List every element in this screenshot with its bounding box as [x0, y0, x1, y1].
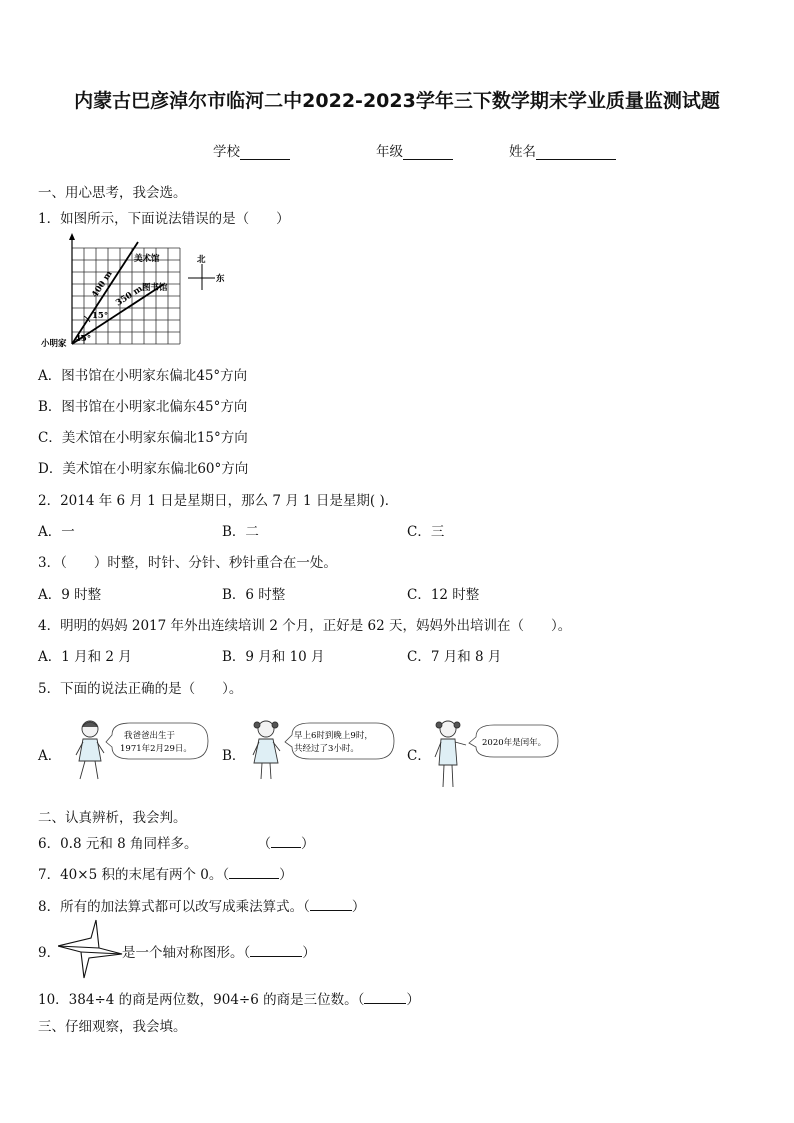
q9-answer-blank[interactable] [250, 944, 302, 957]
school-field [213, 140, 290, 160]
q3-option-a[interactable]: A．9 时整 [38, 587, 102, 603]
q7-paren-open: （ [222, 867, 230, 883]
home-label: 小明家 [41, 339, 67, 349]
q1-option-c[interactable]: C．美术馆在小明家东偏北15°方向 [38, 430, 248, 446]
q7-paren-close: ） [279, 867, 293, 883]
school-label: 学校 [213, 144, 240, 160]
q9-paren-close: ） [302, 945, 316, 961]
q8-paren-open: （ [303, 899, 310, 915]
q6-paren-open: （ [257, 836, 272, 852]
angle-45-label: 45° [75, 334, 92, 344]
q2-option-b[interactable]: B．二 [222, 524, 259, 540]
q1-option-a[interactable]: A．图书馆在小明家东偏北45°方向 [38, 368, 248, 384]
q10-answer-blank[interactable] [364, 991, 406, 1004]
question-5: 5．下面的说法正确的是（ ）。 [38, 681, 243, 697]
q9-pinwheel-figure [58, 918, 124, 980]
q8-answer-blank[interactable] [310, 898, 352, 911]
q5-b-bubble-line-2: 共经过了3小时。 [294, 744, 359, 754]
q10-text: 10．384÷4 的商是两位数，904÷6 的商是三位数。 [38, 992, 358, 1008]
section-3-heading: 三、仔细观察，我会填。 [38, 1019, 187, 1035]
q3-option-c[interactable]: C．12 时整 [407, 587, 480, 603]
question-2: 2．2014 年 6 月 1 日是星期日，那么 7 月 1 日是星期( )． [38, 493, 399, 509]
q4-option-c[interactable]: C．7 月和 8 月 [407, 649, 502, 665]
question-8 [38, 895, 365, 915]
q5-option-c-label[interactable]: C． [407, 748, 431, 764]
grade-field [376, 140, 453, 160]
compass-icon [188, 264, 215, 290]
question-10 [38, 988, 420, 1008]
q4-option-b[interactable]: B．9 月和 10 月 [222, 649, 325, 665]
question-4: 4．明明的妈妈 2017 年外出连续培训 2 个月，正好是 62 天，妈妈外出培训在（ ）。 [38, 618, 572, 634]
page-title: 内蒙古巴彦淖尔市临河二中2022-2023学年三下数学期末学业质量监测试题 [74, 90, 720, 112]
q5-a-bubble-line-1: 我爸爸出生于 [124, 731, 176, 741]
q6-text: 6．0.8 元和 8 角同样多。 [38, 836, 198, 852]
question-9 [122, 941, 316, 961]
q6-paren-close: ） [301, 836, 315, 852]
q5-a-bubble-line-2: 1971年2月29日。 [120, 744, 192, 754]
q5-option-b-illustration[interactable] [248, 715, 398, 787]
girl-icon [253, 721, 280, 779]
question-1: 1．如图所示，下面说法错误的是（ ） [38, 211, 290, 227]
angle-15-label: 15° [92, 311, 109, 321]
name-label: 姓名 [509, 144, 536, 160]
east-label: 东 [216, 274, 225, 284]
q4-option-a[interactable]: A．1 月和 2 月 [38, 649, 132, 665]
q2-option-a[interactable]: A．一 [38, 524, 75, 540]
q9-label: 9． [38, 945, 61, 961]
q7-answer-blank[interactable] [229, 866, 279, 879]
q5-option-b-label[interactable]: B． [222, 748, 246, 764]
q5-option-a-illustration[interactable] [72, 715, 212, 787]
school-blank[interactable] [240, 145, 290, 160]
girl-icon [76, 721, 104, 779]
q1-option-b[interactable]: B．图书馆在小明家北偏东45°方向 [38, 399, 248, 415]
q5-c-bubble-line-1: 2020年是闰年。 [482, 738, 547, 748]
q10-paren-close: ） [406, 992, 420, 1008]
q3-option-b[interactable]: B．6 时整 [222, 587, 286, 603]
section-2-heading: 二、认真辨析，我会判。 [38, 810, 187, 826]
q2-option-c[interactable]: C．三 [407, 524, 445, 540]
girl-icon [435, 721, 466, 787]
name-blank[interactable] [536, 145, 616, 160]
name-field [509, 140, 616, 160]
art-museum-label: 美术馆 [134, 254, 160, 264]
q8-text: 8．所有的加法算式都可以改写成乘法算式。 [38, 899, 304, 915]
dist-lib-label: 350 m [114, 283, 145, 309]
library-label: 图书馆 [142, 283, 168, 293]
q9-text: 是一个轴对称图形。 [122, 945, 244, 961]
q8-paren-close: ） [351, 899, 366, 915]
question-3: 3．（ ）时整，时针、分针、秒针重合在一处。 [38, 555, 337, 571]
grade-blank[interactable] [403, 145, 453, 160]
section-1-heading: 一、用心思考，我会选。 [38, 185, 187, 201]
q10-paren-open: （ [357, 992, 365, 1008]
q1-option-d[interactable]: D．美术馆在小明家东偏北60°方向 [38, 461, 249, 477]
q5-b-bubble-line-1: 早上6时到晚上9时， [294, 731, 373, 741]
dist-art-label: 400 m [90, 269, 115, 300]
q9-paren-open: （ [243, 945, 251, 961]
q1-direction-figure [38, 232, 238, 356]
question-7 [38, 863, 293, 883]
q5-option-c-illustration[interactable] [432, 715, 562, 795]
grade-label: 年级 [376, 144, 403, 160]
q5-option-a-label[interactable]: A． [38, 748, 62, 764]
question-6 [38, 832, 315, 852]
q6-answer-blank[interactable] [271, 835, 301, 848]
q7-text: 7．40×5 积的末尾有两个 0。 [38, 867, 223, 883]
north-label: 北 [197, 255, 206, 265]
